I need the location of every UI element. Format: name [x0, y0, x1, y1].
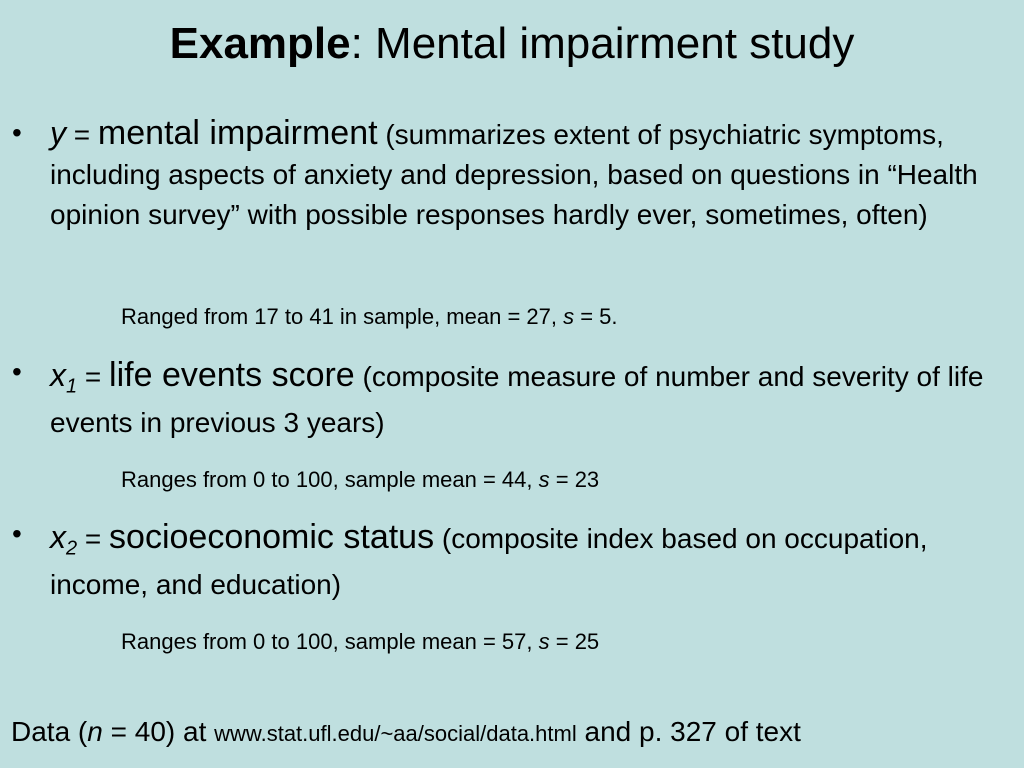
bullet-text	[50, 514, 1015, 608]
data-source-footer	[11, 712, 801, 754]
slide-title	[0, 16, 1024, 72]
title-rest: : Mental impairment study	[350, 19, 855, 68]
stats-text: Ranges from 0 to 100, sample mean = 57,	[121, 629, 539, 654]
stats-s-symbol: s	[538, 467, 550, 492]
stats-s-symbol: s	[538, 629, 550, 654]
footer-prefix: Data (	[11, 716, 88, 747]
data-url-link[interactable]: www.stat.ufl.edu/~aa/social/data.html	[214, 721, 577, 746]
variable-description: (summarizes extent of psychiatric symptoms, including aspects of anxiety and depression, based on questions in “Health opinion survey” with possible responses hardly ever, sometimes, often)	[50, 119, 978, 230]
variable-subscript: 1	[66, 375, 78, 398]
variable-term: mental impairment	[97, 114, 378, 152]
bullet-x2-stats	[121, 627, 599, 657]
footer-equals: =	[102, 716, 135, 747]
stats-s-value: = 5.	[574, 304, 618, 329]
stats-text: Ranged from 17 to 41 in sample, mean = 27,	[121, 304, 564, 329]
stats-text: Ranges from 0 to 100, sample mean = 44,	[121, 467, 539, 492]
variable-subscript: 2	[66, 537, 78, 560]
title-bold: Example	[169, 19, 351, 68]
equals-sign: =	[77, 361, 110, 392]
bullet-x1-stats	[121, 465, 599, 495]
footer-n-symbol: n	[87, 716, 103, 747]
stats-s-value: = 25	[549, 629, 600, 654]
variable-description: (composite measure of number and severity of life events in previous 3 years)	[50, 361, 984, 438]
equals-sign: =	[77, 523, 110, 554]
equals-sign: =	[66, 119, 98, 150]
variable-term: life events score	[109, 356, 355, 394]
variable-term: socioeconomic status	[109, 518, 435, 556]
bullet-marker: •	[12, 117, 22, 148]
footer-sample-size: 40	[134, 716, 166, 747]
variable-description: (composite index based on occupation, income, and education)	[50, 523, 928, 600]
stats-s-symbol: s	[563, 304, 575, 329]
stats-s-value: = 23	[549, 467, 600, 492]
footer-suffix: and p. 327 of text	[576, 716, 801, 747]
bullet-y-stats	[121, 302, 618, 332]
variable-name: y	[50, 115, 66, 151]
bullet-text	[50, 113, 1015, 235]
variable-name: x	[50, 357, 66, 393]
bullet-marker: •	[12, 518, 22, 549]
footer-mid: ) at	[165, 716, 215, 747]
bullet-text	[50, 352, 1015, 446]
bullet-marker: •	[12, 356, 22, 387]
variable-name: x	[50, 519, 66, 555]
